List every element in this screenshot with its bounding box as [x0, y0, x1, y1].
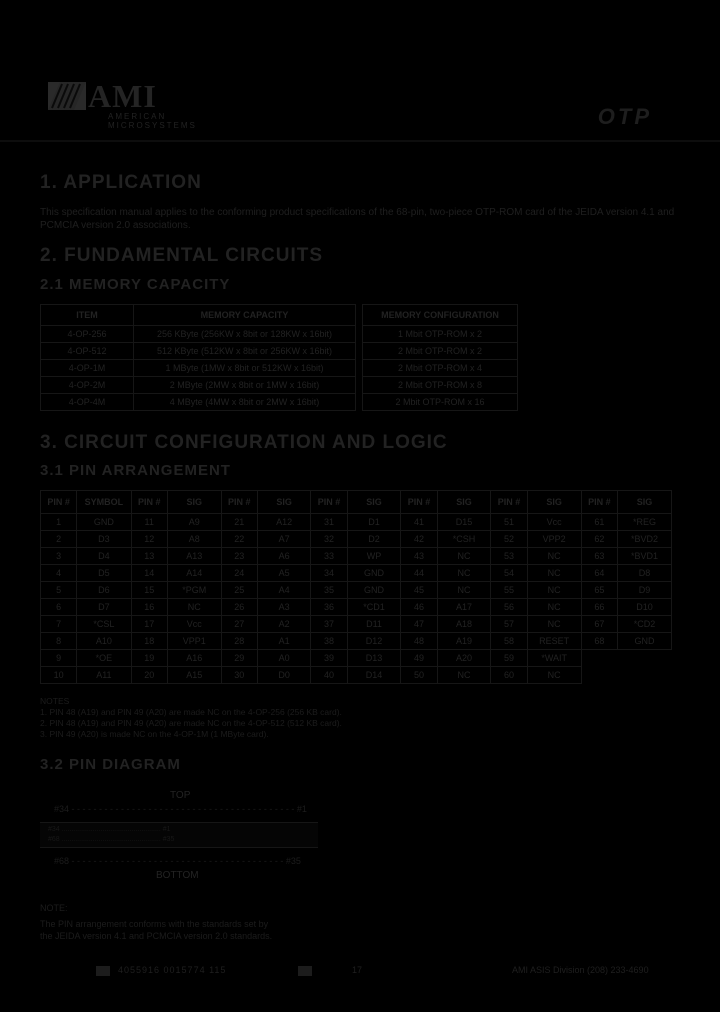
- pin-cell: D5: [77, 565, 131, 582]
- pin-cell: *BVD1: [617, 548, 671, 565]
- table-header-row: [41, 305, 356, 326]
- pin-cell: 56: [491, 599, 527, 616]
- header-title: OTP: [597, 104, 652, 129]
- pin-cell: 62: [581, 531, 617, 548]
- pin-table-header: SIG: [347, 491, 401, 514]
- pin-cell: A11: [77, 667, 131, 684]
- pin-cell: D10: [617, 599, 671, 616]
- pin-cell: 51: [491, 514, 527, 531]
- pin-cell: NC: [527, 565, 581, 582]
- pin-cell: NC: [527, 616, 581, 633]
- pin-cell: GND: [617, 633, 671, 650]
- pin-table-header: PIN #: [221, 491, 257, 514]
- pin-cell: A5: [257, 565, 311, 582]
- pin-cell: NC: [437, 565, 491, 582]
- pin-cell: A12: [257, 514, 311, 531]
- connector-row-top: #34 ................................................... #1: [48, 826, 171, 833]
- pin-cell: [581, 650, 617, 667]
- cell: 2 MByte (2MW x 8bit or 1MW x 16bit): [134, 377, 356, 394]
- pin-table-header: PIN #: [491, 491, 527, 514]
- page-number: 17: [352, 965, 363, 975]
- pin-table-header: PIN #: [131, 491, 167, 514]
- pin-cell: 12: [131, 531, 167, 548]
- pin-cell: A10: [77, 633, 131, 650]
- pin-table-header: SIG: [617, 491, 671, 514]
- pin-cell: A17: [437, 599, 491, 616]
- header-capacity: MEMORY CAPACITY: [134, 305, 356, 326]
- pin-cell: 44: [401, 565, 437, 582]
- pin-cell: 46: [401, 599, 437, 616]
- section-3-1-title: 3.1 PIN ARRANGEMENT: [40, 462, 231, 479]
- table-row: [363, 377, 518, 394]
- pin-cell: 30: [221, 667, 257, 684]
- pin-cell: D9: [617, 582, 671, 599]
- table-row: [363, 343, 518, 360]
- footer-code: 4055916 0015774 115: [118, 965, 227, 975]
- pin-cell: A8: [167, 531, 221, 548]
- note-item: 1. PIN 48 (A19) and PIN 49 (A20) are made NC on the 4-OP-256 (256 KB card).: [40, 707, 342, 717]
- pin-cell: GND: [347, 565, 401, 582]
- pin-cell: 35: [311, 582, 347, 599]
- table-row: [41, 394, 356, 411]
- table-row: [363, 360, 518, 377]
- pin-cell: D11: [347, 616, 401, 633]
- table-row: [41, 343, 356, 360]
- pin-cell: Vcc: [167, 616, 221, 633]
- pin-cell: 65: [581, 582, 617, 599]
- connector-diagram: [40, 822, 318, 848]
- note-item: 3. PIN 49 (A20) is made NC on the 4-OP-1M (1 MByte card).: [40, 729, 269, 739]
- pin-cell: NC: [527, 548, 581, 565]
- pin-cell: 38: [311, 633, 347, 650]
- pin-cell: NC: [527, 599, 581, 616]
- note-title: NOTE:: [40, 903, 68, 913]
- table-row: [41, 360, 356, 377]
- pin-cell: 3: [41, 548, 77, 565]
- pin-cell: D7: [77, 599, 131, 616]
- pin-cell: 16: [131, 599, 167, 616]
- logo-mark-icon: [48, 82, 86, 110]
- pin-arrangement-table: [40, 490, 672, 684]
- pin-cell: [617, 650, 671, 667]
- pin-cell: D13: [347, 650, 401, 667]
- pin-cell: A14: [167, 565, 221, 582]
- barcode-mark-right: [298, 966, 312, 976]
- pin-cell: A16: [167, 650, 221, 667]
- pin-cell: 26: [221, 599, 257, 616]
- table-row: [41, 377, 356, 394]
- pin-notes: [40, 696, 342, 740]
- table-row: [41, 531, 672, 548]
- pin-cell: 6: [41, 599, 77, 616]
- pin-cell: A20: [437, 650, 491, 667]
- section-1-text: This specification manual applies to the conforming product specifications of the 68-pin, two-piece OTP-ROM card of the JEIDA version 4.1 and PCMCIA version 2.0 associations.: [40, 207, 675, 231]
- table-row: [41, 599, 672, 616]
- pin-cell: 55: [491, 582, 527, 599]
- pin-cell: 45: [401, 582, 437, 599]
- logo-subtitle: AMERICAN MICROSYSTEMS: [108, 112, 197, 130]
- table-row: [41, 633, 672, 650]
- pin-cell: Vcc: [527, 514, 581, 531]
- pin-cell: 43: [401, 548, 437, 565]
- table-header-row: [363, 305, 518, 326]
- notes-title: NOTES: [40, 696, 70, 706]
- pin-table-header: SIG: [167, 491, 221, 514]
- diagram-bottom-label: BOTTOM: [156, 870, 199, 881]
- pin-cell: *CD1: [347, 599, 401, 616]
- cell: 2 Mbit OTP-ROM x 2: [363, 343, 518, 360]
- note-item: 2. PIN 48 (A19) and PIN 49 (A20) are made NC on the 4-OP-512 (512 KB card).: [40, 718, 342, 728]
- barcode-mark-left: [96, 966, 110, 976]
- pin-cell: 21: [221, 514, 257, 531]
- pin-cell: A7: [257, 531, 311, 548]
- section-2-title: 2. FUNDAMENTAL CIRCUITS: [40, 245, 324, 266]
- pin-cell: NC: [437, 582, 491, 599]
- pin-cell: 24: [221, 565, 257, 582]
- pin-cell: 9: [41, 650, 77, 667]
- cell: 2 Mbit OTP-ROM x 4: [363, 360, 518, 377]
- pin-cell: D15: [437, 514, 491, 531]
- pin-cell: GND: [77, 514, 131, 531]
- pin-cell: 19: [131, 650, 167, 667]
- pin-cell: 15: [131, 582, 167, 599]
- pin-cell: 67: [581, 616, 617, 633]
- pin-cell: D2: [347, 531, 401, 548]
- memory-configuration-table: [362, 304, 518, 411]
- cell: 4-OP-256: [41, 326, 134, 343]
- table-row: [41, 514, 672, 531]
- pin-cell: 68: [581, 633, 617, 650]
- section-1-title: 1. APPLICATION: [40, 172, 202, 193]
- pin-cell: 37: [311, 616, 347, 633]
- pin-cell: D12: [347, 633, 401, 650]
- pin-cell: 52: [491, 531, 527, 548]
- pin-cell: 28: [221, 633, 257, 650]
- cell: 4-OP-1M: [41, 360, 134, 377]
- cell: 2 Mbit OTP-ROM x 8: [363, 377, 518, 394]
- pin-cell: RESET: [527, 633, 581, 650]
- header-rule: [0, 140, 720, 142]
- pin-cell: 7: [41, 616, 77, 633]
- pin-cell: *REG: [617, 514, 671, 531]
- pin-cell: A3: [257, 599, 311, 616]
- pin-cell: 50: [401, 667, 437, 684]
- pin-table-header: SIG: [527, 491, 581, 514]
- table-row: [41, 326, 356, 343]
- table-row: [41, 667, 672, 684]
- pin-cell: D6: [77, 582, 131, 599]
- pin-cell: A19: [437, 633, 491, 650]
- pin-cell: 18: [131, 633, 167, 650]
- pin-cell: A6: [257, 548, 311, 565]
- pin-cell: 25: [221, 582, 257, 599]
- pin-cell: 20: [131, 667, 167, 684]
- pin-cell: NC: [437, 548, 491, 565]
- pin-cell: *CSL: [77, 616, 131, 633]
- pin-cell: 57: [491, 616, 527, 633]
- pin-cell: D4: [77, 548, 131, 565]
- cell: 512 KByte (512KW x 8bit or 256KW x 16bit): [134, 343, 356, 360]
- pin-cell: D14: [347, 667, 401, 684]
- pin-cell: 31: [311, 514, 347, 531]
- section-3-title: 3. CIRCUIT CONFIGURATION AND LOGIC: [40, 432, 448, 453]
- pin-cell: GND: [347, 582, 401, 599]
- table-row: [41, 548, 672, 565]
- cell: 2 Mbit OTP-ROM x 16: [363, 394, 518, 411]
- pin-cell: 23: [221, 548, 257, 565]
- pin-cell: 8: [41, 633, 77, 650]
- connector-row-bottom: #68 ................................................... #35: [48, 836, 175, 843]
- table-row: [363, 326, 518, 343]
- pin-cell: 47: [401, 616, 437, 633]
- pin-cell: 14: [131, 565, 167, 582]
- pin-cell: [617, 667, 671, 684]
- pin-cell: [581, 667, 617, 684]
- note-line: the JEIDA version 4.1 and PCMCIA version 2.0 standards.: [40, 931, 273, 941]
- pin-cell: A9: [167, 514, 221, 531]
- pin-cell: NC: [527, 582, 581, 599]
- pin-cell: A18: [437, 616, 491, 633]
- pin-cell: 5: [41, 582, 77, 599]
- pin-cell: 10: [41, 667, 77, 684]
- pin-cell: 39: [311, 650, 347, 667]
- pin-table-header: PIN #: [41, 491, 77, 514]
- memory-capacity-table: [40, 304, 356, 411]
- pin-table-header: PIN #: [401, 491, 437, 514]
- pin-table-header: PIN #: [311, 491, 347, 514]
- cell: 1 Mbit OTP-ROM x 2: [363, 326, 518, 343]
- pin-cell: WP: [347, 548, 401, 565]
- cell: 4-OP-2M: [41, 377, 134, 394]
- pin-cell: 17: [131, 616, 167, 633]
- pin-cell: *WAIT: [527, 650, 581, 667]
- pin-cell: NC: [167, 599, 221, 616]
- pin-cell: D8: [617, 565, 671, 582]
- table-row: [41, 616, 672, 633]
- pin-cell: NC: [527, 667, 581, 684]
- ami-logo: [48, 78, 197, 130]
- cell: 1 MByte (1MW x 8bit or 512KW x 16bit): [134, 360, 356, 377]
- pin-cell: 34: [311, 565, 347, 582]
- pin-cell: 61: [581, 514, 617, 531]
- pin-cell: 54: [491, 565, 527, 582]
- pin-cell: 33: [311, 548, 347, 565]
- pin-cell: *OE: [77, 650, 131, 667]
- note-line: The PIN arrangement conforms with the standards set by: [40, 919, 269, 929]
- pin-cell: A1: [257, 633, 311, 650]
- table-row: [363, 394, 518, 411]
- logo-text: AMI: [88, 78, 157, 114]
- pin-cell: 64: [581, 565, 617, 582]
- pin-cell: A15: [167, 667, 221, 684]
- pin-cell: 40: [311, 667, 347, 684]
- cell: 4-OP-512: [41, 343, 134, 360]
- pin-cell: 29: [221, 650, 257, 667]
- pin-cell: 41: [401, 514, 437, 531]
- diagram-bottom-line: #68 - - - - - - - - - - - - - - - - - - - - - - - - - - - - - - - - - - - - - - - #35: [54, 856, 301, 866]
- pin-cell: 63: [581, 548, 617, 565]
- pin-cell: A13: [167, 548, 221, 565]
- pin-cell: VPP1: [167, 633, 221, 650]
- pin-table-header: SYMBOL: [77, 491, 131, 514]
- section-2-1-title: 2.1 MEMORY CAPACITY: [40, 276, 231, 293]
- pin-cell: 60: [491, 667, 527, 684]
- pin-cell: 1: [41, 514, 77, 531]
- pin-cell: 2: [41, 531, 77, 548]
- pin-cell: *CD2: [617, 616, 671, 633]
- table-row: [41, 582, 672, 599]
- pin-cell: 48: [401, 633, 437, 650]
- pin-cell: A2: [257, 616, 311, 633]
- pin-cell: *PGM: [167, 582, 221, 599]
- pin-diagram-note: [40, 902, 272, 942]
- table-row: [41, 650, 672, 667]
- header-configuration: MEMORY CONFIGURATION: [363, 305, 518, 326]
- pin-cell: 27: [221, 616, 257, 633]
- diagram-top-line: #34 - - - - - - - - - - - - - - - - - - - - - - - - - - - - - - - - - - - - - - - - - #1: [54, 804, 307, 814]
- pin-cell: 32: [311, 531, 347, 548]
- pin-cell: 66: [581, 599, 617, 616]
- header-item: ITEM: [41, 305, 134, 326]
- pin-cell: 36: [311, 599, 347, 616]
- pin-cell: 58: [491, 633, 527, 650]
- pin-cell: 42: [401, 531, 437, 548]
- diagram-top-label: TOP: [170, 790, 191, 801]
- pin-table-header: SIG: [437, 491, 491, 514]
- table-row: [41, 565, 672, 582]
- pin-cell: 11: [131, 514, 167, 531]
- pin-cell: *CSH: [437, 531, 491, 548]
- pin-cell: A4: [257, 582, 311, 599]
- pin-cell: 13: [131, 548, 167, 565]
- pin-cell: 59: [491, 650, 527, 667]
- pin-table-header: SIG: [257, 491, 311, 514]
- cell: 4-OP-4M: [41, 394, 134, 411]
- cell: 256 KByte (256KW x 8bit or 128KW x 16bit): [134, 326, 356, 343]
- pin-cell: VPP2: [527, 531, 581, 548]
- pin-cell: 4: [41, 565, 77, 582]
- pin-cell: 22: [221, 531, 257, 548]
- pin-cell: 53: [491, 548, 527, 565]
- pin-cell: *BVD2: [617, 531, 671, 548]
- pin-cell: A0: [257, 650, 311, 667]
- pin-table-header: PIN #: [581, 491, 617, 514]
- cell: 4 MByte (4MW x 8bit or 2MW x 16bit): [134, 394, 356, 411]
- pin-cell: D1: [347, 514, 401, 531]
- pin-cell: D0: [257, 667, 311, 684]
- pin-cell: D3: [77, 531, 131, 548]
- table-header-row: [41, 491, 672, 514]
- pin-cell: NC: [437, 667, 491, 684]
- pin-cell: 49: [401, 650, 437, 667]
- footer-contact: AMI ASIS Division (208) 233-4690: [512, 965, 649, 975]
- section-3-2-title: 3.2 PIN DIAGRAM: [40, 756, 181, 773]
